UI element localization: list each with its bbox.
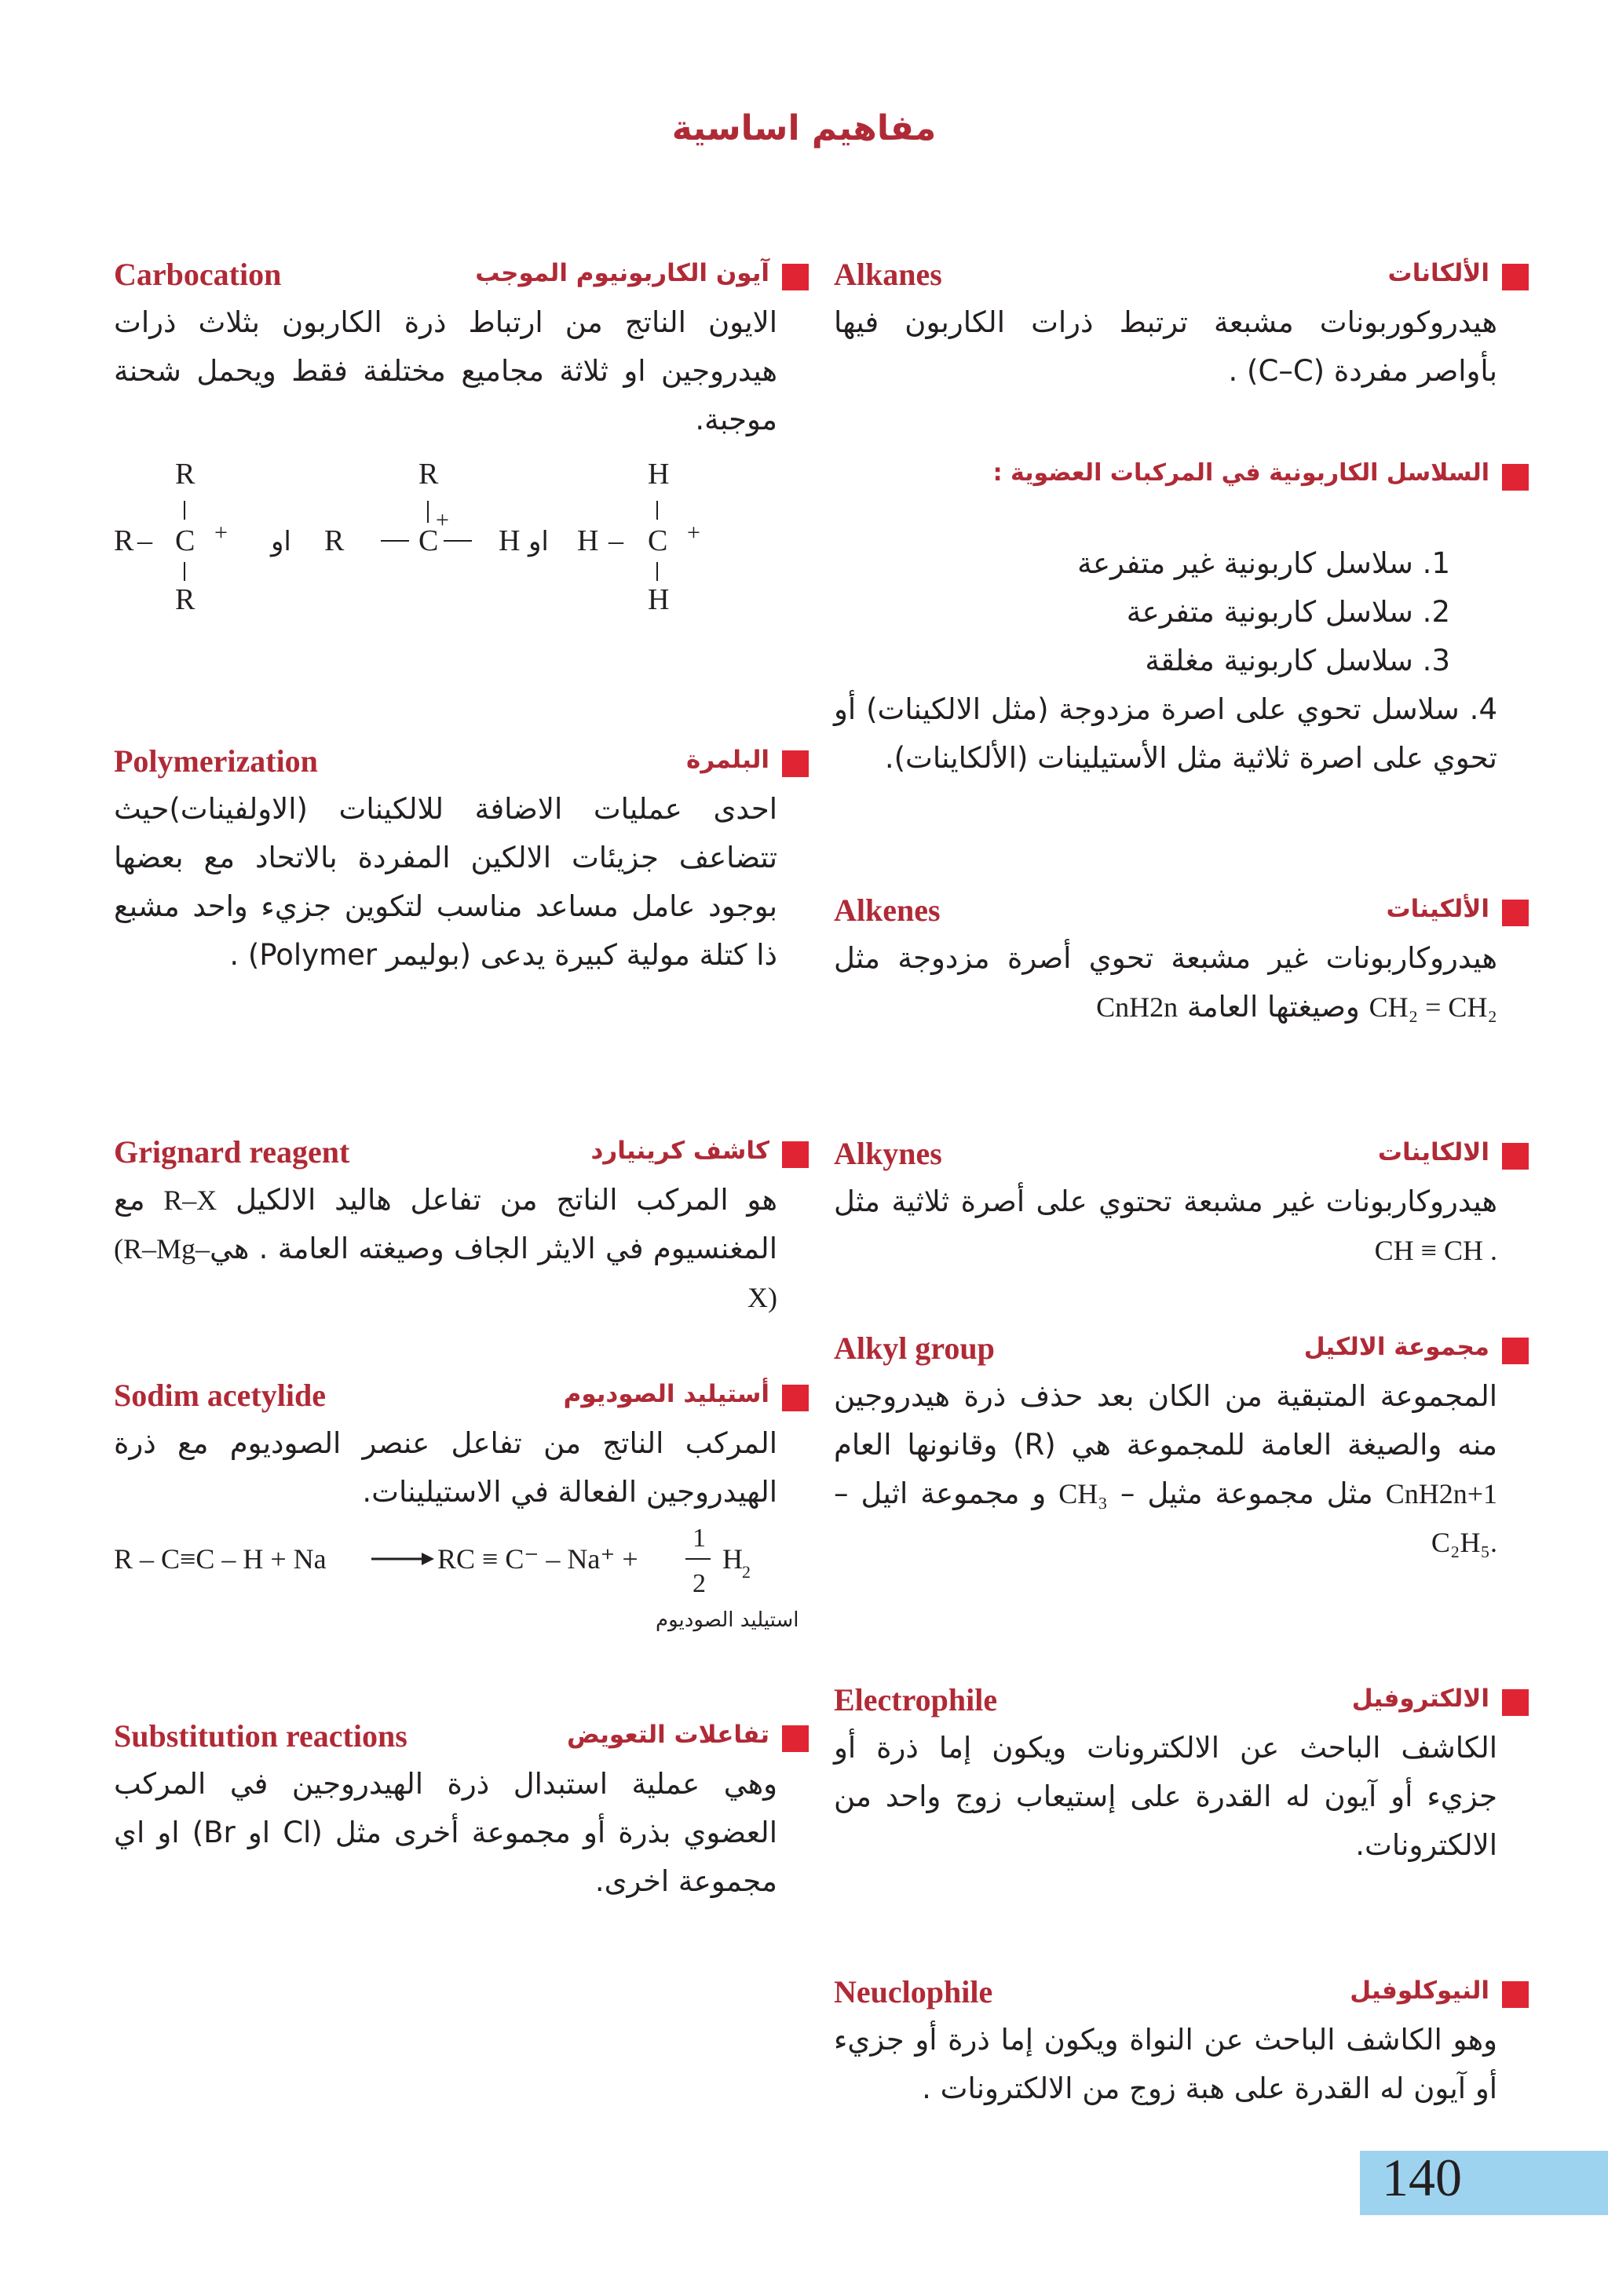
term-english: Sodim acetylide (114, 1378, 326, 1413)
formula-ethyne: CH ≡ CH . (1374, 1235, 1497, 1266)
svg-text:استيليد الصوديوم: استيليد الصوديوم (656, 1608, 799, 1632)
bullet-marker (782, 264, 809, 290)
formula-ethyl: C₂H₅. (1431, 1527, 1497, 1558)
svg-text:+: + (214, 520, 228, 546)
term-english: Alkenes (834, 892, 941, 928)
svg-text:او: او (528, 526, 549, 557)
entry-substitution-reactions (114, 1711, 777, 1906)
term-arabic: الالكتروفيل (1351, 1685, 1489, 1713)
definition-text: الكاشف الباحث عن الالكترونات ويكون إما ذرة أو جزيء أو آيون له القدرة على إستيعاب زوج واحد من الالكترونات. (834, 1731, 1497, 1862)
definition-text: المجموعة المتبقية من الكان بعد حذف ذرة هيدروجين منه والصيغة العامة للمجموعة هي (R) وقانونها العام CnH2n+1 مثل مجموعة مثيل – CH₃ و مجموعة اثيل – C₂H₅. (834, 1379, 1498, 1558)
term-english: Neuclophile (834, 1974, 993, 2009)
svg-text:R – C≡C – H + Na: R – C≡C – H + Na (114, 1543, 327, 1575)
term-arabic: الألكانات (1387, 259, 1489, 287)
term-arabic: آيون الكاربونيوم الموجب (475, 259, 769, 287)
svg-text:R: R (114, 524, 134, 557)
svg-text:–: – (608, 524, 623, 557)
bullet-marker (1502, 900, 1529, 926)
formula-grignard: (R–Mg–X) (114, 1233, 777, 1313)
entry-alkanes (834, 250, 1497, 396)
svg-text:C: C (648, 524, 668, 557)
term-arabic: الألكينات (1386, 895, 1489, 923)
term-english: Grignard reagent (114, 1134, 350, 1170)
bullet-marker (1502, 1338, 1529, 1364)
formula-alkyl-general: CnH2n+1 (1385, 1478, 1498, 1509)
entry-alkynes (834, 1129, 1497, 1275)
svg-text:R: R (324, 524, 345, 557)
entry-sodium-acetylide (114, 1371, 799, 1644)
definition-text: هيدروكاربونات غير مشبعة تحتوي على أصرة ثلاثية مثل CH ≡ CH . (834, 1185, 1497, 1266)
svg-text:H: H (648, 583, 670, 616)
bullet-marker (1502, 264, 1529, 290)
entry-alkyl-group (834, 1323, 1497, 1567)
entry-polymerization (114, 736, 777, 980)
term-english: Alkyl group (834, 1331, 995, 1366)
definition-text: هو المركب الناتج من تفاعل هاليد الالكيل R–X مع المغنسيوم في الايثر الجاف وصيغته العامة . هي(R–Mg–X) (114, 1183, 778, 1313)
svg-text:1: 1 (693, 1524, 706, 1553)
term-arabic: تفاعلات التعويض (566, 1721, 769, 1749)
bullet-marker (782, 1385, 809, 1411)
acetylide-reaction (114, 1523, 799, 1641)
definition-text: هيدروكوربونات مشبعة ترتبط ذرات الكاربون فيها بأواصر مفردة (C–C) . (834, 305, 1497, 388)
term-arabic: أستيليد الصوديوم (563, 1380, 769, 1408)
term-arabic: مجموعة الالكيل (1303, 1333, 1489, 1361)
term-arabic: السلاسل الكاربونية في المركبات العضوية : (992, 459, 1489, 487)
term-english: Substitution reactions (114, 1718, 407, 1754)
svg-text:+: + (687, 520, 700, 546)
term-english: Polymerization (114, 743, 318, 779)
term-english: Alkanes (834, 257, 942, 292)
term-arabic: البلمرة (686, 746, 769, 774)
bullet-marker (782, 1141, 809, 1168)
list-item: 3. سلاسل كاربونية مغلقة (1145, 644, 1450, 677)
arrow-icon (422, 1553, 434, 1565)
definition-text: المركب الناتج من تفاعل عنصر الصوديوم مع ذرة الهيدروجين الفعالة في الاستيلينات. (114, 1426, 777, 1509)
entry-carbon-chains (834, 450, 1497, 783)
list-item: 4. سلاسل تحوي على اصرة مزدوجة (مثل الالكينات) أو تحوي على اصرة ثلاثية مثل الأستيلينات (الألكاينات). (834, 692, 1497, 775)
svg-text:2: 2 (742, 1562, 751, 1582)
carbocation-structures (114, 452, 777, 641)
list-item: 1. سلاسل كاربونية غير متفرعة (1077, 546, 1450, 580)
svg-text:C: C (418, 524, 439, 557)
svg-text:او: او (271, 526, 291, 557)
term-english: Carbocation (114, 257, 282, 292)
page-number: 140 (1382, 2148, 1462, 2207)
entry-electrophile (834, 1675, 1497, 1870)
list-item: 2. سلاسل كاربونية متفرعة (1126, 595, 1450, 629)
term-english: Alkynes (834, 1136, 942, 1171)
svg-text:+: + (436, 507, 449, 533)
definition-text: وهو الكاشف الباحث عن النواة ويكون إما ذرة أو جزيء أو آيون له القدرة على هبة زوج من الالكترونات . (834, 2023, 1497, 2105)
bullet-marker (1502, 1143, 1529, 1170)
svg-text:2: 2 (693, 1569, 706, 1598)
page-title: مفاهيم اساسية (671, 108, 937, 148)
svg-text:R: R (175, 458, 196, 491)
svg-text:H: H (577, 524, 599, 557)
entry-alkenes (834, 885, 1497, 1031)
bullet-marker (1502, 1689, 1529, 1716)
definition-text: الايون الناتج من ارتباط ذرة الكاربون بثلاث ذرات هيدروجين او ثلاثة مجاميع مختلفة فقط ويحمل شحنة موجبة. (114, 305, 777, 436)
svg-text:R: R (418, 458, 439, 491)
svg-text:H: H (499, 524, 521, 557)
entry-grignard-reagent (114, 1127, 777, 1322)
definition-text: هيدروكاربونات غير مشبعة تحوي أصرة مزدوجة مثل CH₂ = CH₂ وصيغتها العامة CnH2n (834, 941, 1497, 1024)
entry-carbocation (114, 250, 777, 644)
svg-text:H: H (648, 458, 670, 491)
formula-methyl: CH₃ (1058, 1478, 1108, 1509)
formula-ethene: CH₂ = CH₂ (1369, 991, 1497, 1023)
term-english: Electrophile (834, 1682, 998, 1717)
bullet-marker (782, 1725, 809, 1752)
bullet-marker (782, 750, 809, 777)
formula-alkyl-halide: R–X (163, 1185, 217, 1216)
svg-text:C: C (175, 524, 196, 557)
svg-text:R: R (175, 583, 196, 616)
definition-text: وهي عملية استبدال ذرة الهيدروجين في المركب العضوي بذرة أو مجموعة أخرى مثل (Cl او Br) او اي مجموعة اخرى. (114, 1767, 777, 1898)
bullet-marker (1502, 1981, 1529, 2008)
entry-nucleophile (834, 1967, 1497, 2113)
term-arabic: كاشف كرينيارد (590, 1137, 769, 1165)
definition-text: احدى عمليات الاضافة للالكينات (الاولفينات)حيث تتضاعف جزيئات الالكين المفردة بالاتحاد مع بعضها بوجود عامل مساعد مناسب لتكوين جزيء واحد مشبع ذا كتلة مولية كبيرة يدعى (بوليمر Polymer) . (114, 792, 777, 972)
formula-general: CnH2n (1096, 991, 1179, 1023)
term-arabic: الالكاينات (1377, 1138, 1489, 1166)
term-arabic: النيوكلوفيل (1350, 1977, 1489, 2005)
svg-text:RC ≡ C⁻ – Na⁺ +: RC ≡ C⁻ – Na⁺ + (437, 1543, 638, 1575)
chains-list (834, 539, 1497, 783)
bullet-marker (1502, 464, 1529, 491)
svg-text:–: – (137, 524, 152, 557)
svg-text:H: H (722, 1543, 743, 1575)
